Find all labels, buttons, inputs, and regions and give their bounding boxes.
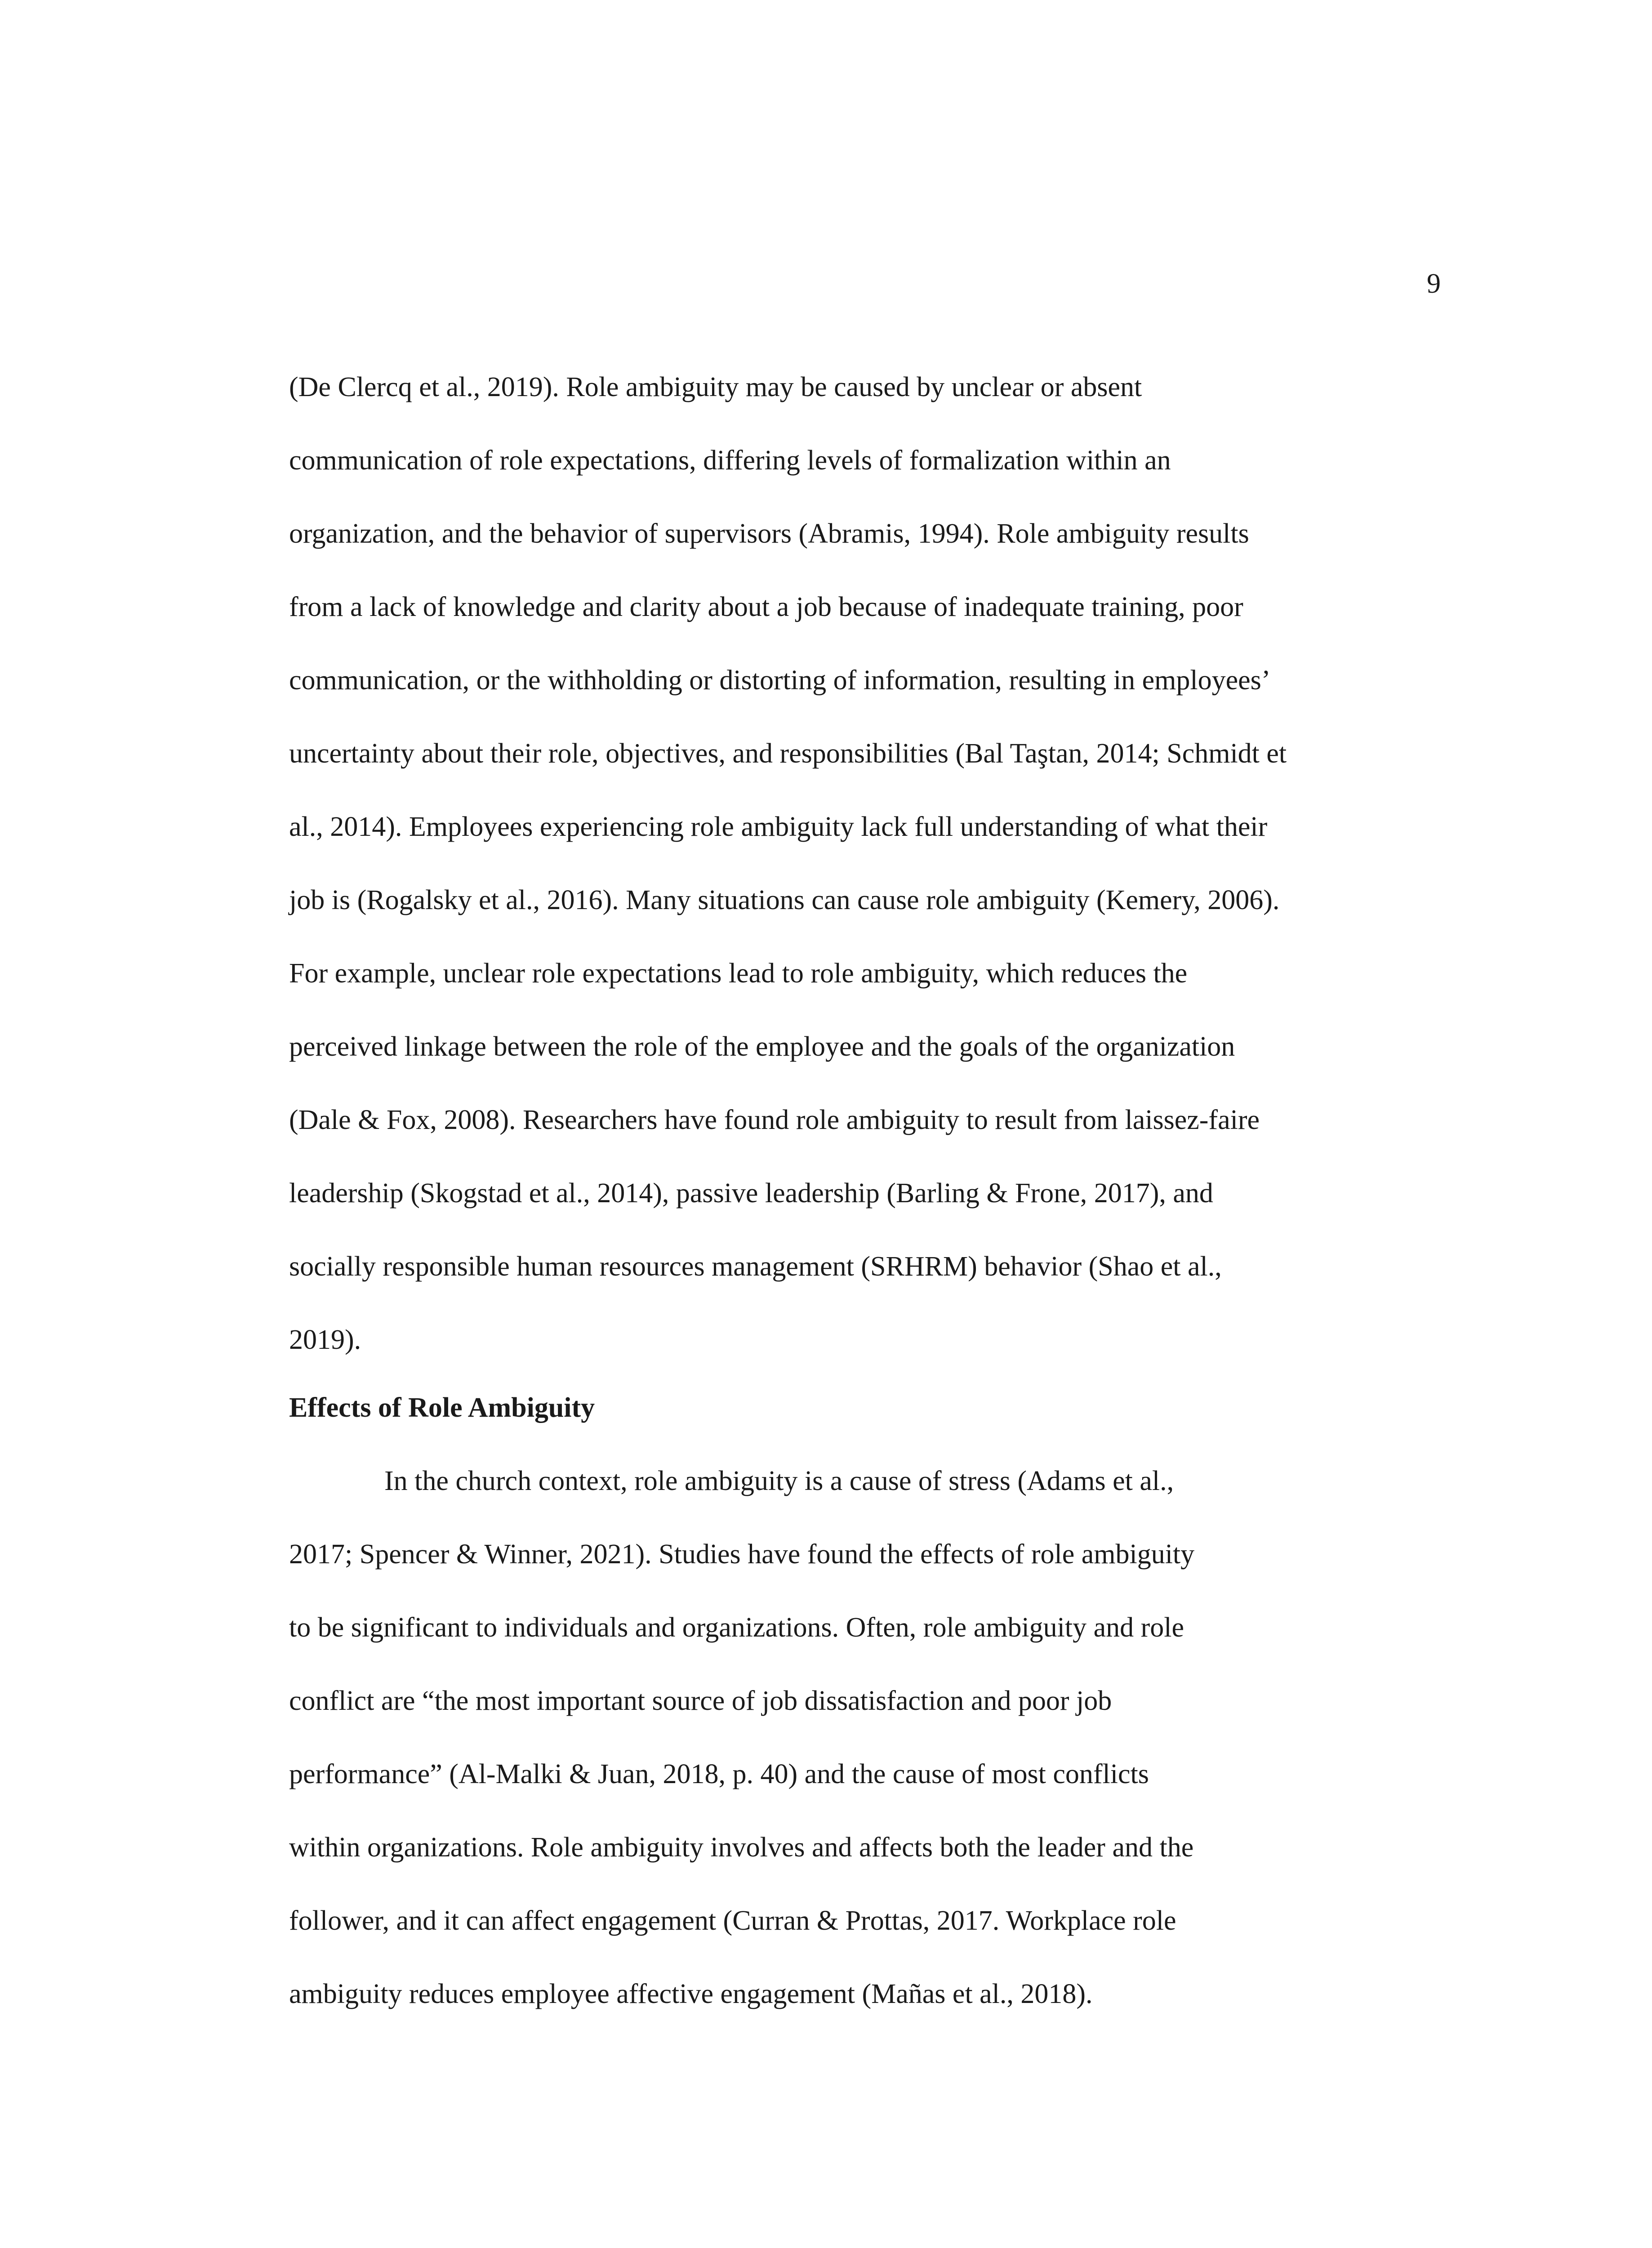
paragraph-line: ambiguity reduces employee affective engagement (Mañas et al., 2018). <box>289 1979 1093 2009</box>
section-heading: Effects of Role Ambiguity <box>289 1392 595 1423</box>
paragraph-line: communication, or the withholding or distorting of information, resulting in employees’ <box>289 665 1271 696</box>
page-number: 9 <box>1427 268 1441 299</box>
paragraph-line: uncertainty about their role, objectives, and responsibilities (Bal Taştan, 2014; Schmidt et <box>289 738 1287 769</box>
paragraph-line: job is (Rogalsky et al., 2016). Many situations can cause role ambiguity (Kemery, 2006). <box>289 885 1280 915</box>
paragraph-line: follower, and it can affect engagement (Curran & Prottas, 2017. Workplace role <box>289 1905 1176 1936</box>
paragraph-line: (Dale & Fox, 2008). Researchers have found role ambiguity to result from laissez-faire <box>289 1105 1260 1135</box>
paragraph-line: organization, and the behavior of supervisors (Abramis, 1994). Role ambiguity results <box>289 518 1249 549</box>
paragraph-line: (De Clercq et al., 2019). Role ambiguity may be caused by unclear or absent <box>289 372 1142 402</box>
paragraph-line: from a lack of knowledge and clarity about a job because of inadequate training, poor <box>289 592 1243 622</box>
paragraph-line: 2017; Spencer & Winner, 2021). Studies have found the effects of role ambiguity <box>289 1539 1195 1570</box>
paragraph-line: communication of role expectations, differing levels of formalization within an <box>289 445 1171 476</box>
paragraph-line: performance” (Al-Malki & Juan, 2018, p. 40) and the cause of most conflicts <box>289 1759 1149 1789</box>
paragraph-line: conflict are “the most important source of job dissatisfaction and poor job <box>289 1686 1112 1716</box>
paragraph-line: 2019). <box>289 1325 361 1355</box>
paragraph-line: For example, unclear role expectations lead to role ambiguity, which reduces the <box>289 958 1188 989</box>
paragraph-line: leadership (Skogstad et al., 2014), passive leadership (Barling & Frone, 2017), and <box>289 1178 1213 1209</box>
paragraph-line: to be significant to individuals and organizations. Often, role ambiguity and role <box>289 1612 1184 1643</box>
paragraph-line: perceived linkage between the role of the employee and the goals of the organization <box>289 1031 1235 1062</box>
paragraph-line: socially responsible human resources management (SRHRM) behavior (Shao et al., <box>289 1251 1222 1282</box>
paragraph-line: In the church context, role ambiguity is a cause of stress (Adams et al., <box>384 1466 1174 1496</box>
paragraph-line: within organizations. Role ambiguity involves and affects both the leader and the <box>289 1832 1194 1863</box>
paragraph-line: al., 2014). Employees experiencing role ambiguity lack full understanding of what their <box>289 812 1268 842</box>
